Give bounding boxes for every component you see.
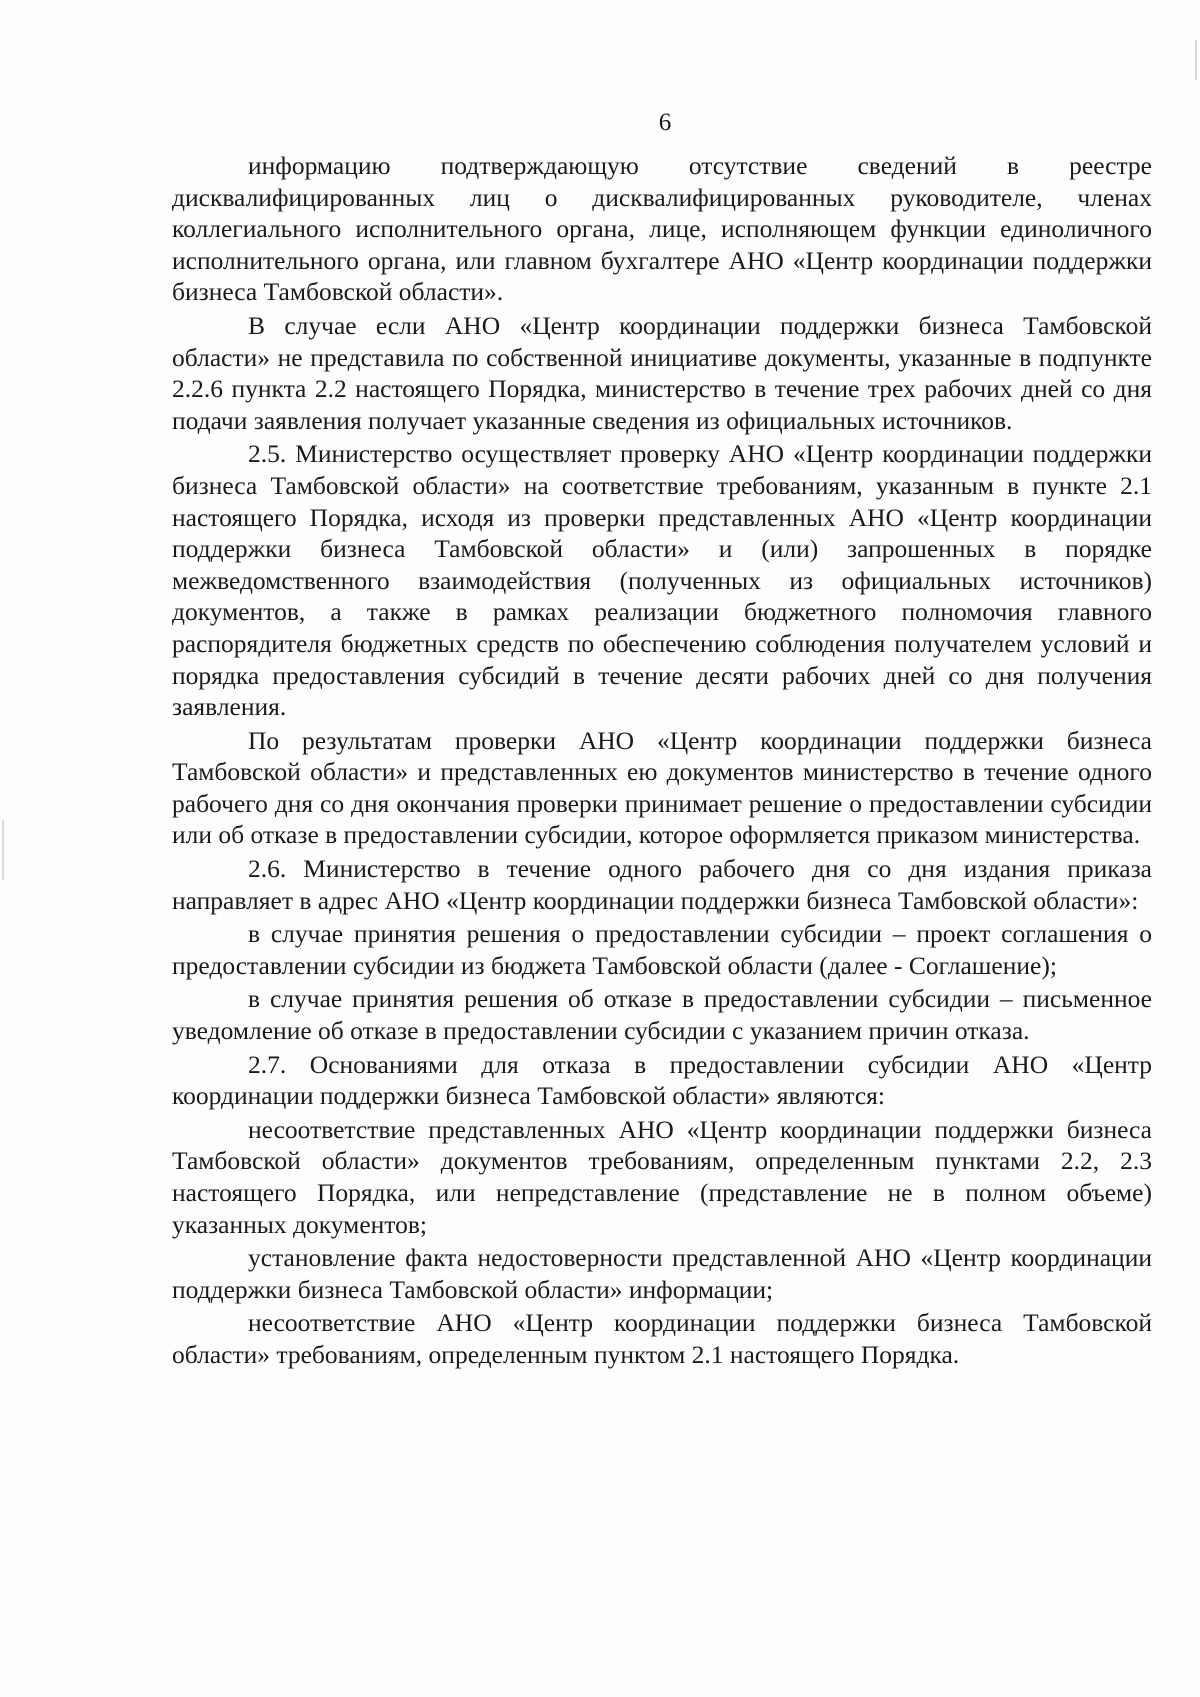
paragraph: 2.6. Министерство в течение одного рабочего дня со дня издания приказа направляет в адрес АНО «Центр координации поддержки бизнеса Тамбовской области»: (172, 854, 1152, 915)
document-body (172, 150, 1152, 1371)
paragraph: установление факта недостоверности представленной АНО «Центр координации поддержки бизнеса Тамбовской области» информации; (172, 1243, 1152, 1304)
paragraph: В случае если АНО «Центр координации поддержки бизнеса Тамбовской области» не представила по собственной инициативе документы, указанные в подпункте 2.2.6 пункта 2.2 настоящего Порядка, министерство в течение трех рабочих дней со дня подачи заявления получает указанные сведения из официальных источников. (172, 310, 1152, 435)
paragraph: 2.7. Основаниями для отказа в предоставлении субсидии АНО «Центр координации поддержки бизнеса Тамбовской области» являются: (172, 1049, 1152, 1111)
paragraph: несоответствие представленных АНО «Центр координации поддержки бизнеса Тамбовской области» документов требованиям, определенным пунктами 2.2, 2.3 настоящего Порядка, или непредставление (представление не в полном объеме) указанных документов; (172, 1114, 1152, 1239)
paragraph: информацию подтверждающую отсутствие сведений в реестре дисквалифицированных лиц о дисквалифицированных руководителе, членах коллегиального исполнительного органа, лице, исполняющем функции единоличного исполнительного органа, или главном бухгалтере АНО «Центр координации поддержки бизнеса Тамбовской области». (172, 151, 1152, 307)
paragraph: 2.5. Министерство осуществляет проверку АНО «Центр координации поддержки бизнеса Тамбовской области» на соответствие требованиям, указанным в пункте 2.1 настоящего Порядка, исходя из проверки представленных АНО «Центр координации поддержки бизнеса Тамбовской области» и (или) запрошенных в порядке межведомственного взаимодействия (полученных из официальных источников) документов, а также в рамках реализации бюджетного полномочия главного распорядителя бюджетных средств по обеспечению соблюдения получателем условий и порядка предоставления субсидий в течение десяти рабочих дней со дня получения заявления. (172, 439, 1152, 722)
page-number: 6 (658, 109, 672, 136)
scan-edge-mark (1195, 40, 1197, 80)
scan-edge-mark (2, 820, 4, 880)
paragraph: в случае принятия решения об отказе в предоставлении субсидии – письменное уведомление об отказе в предоставлении субсидии с указанием причин отказа. (172, 984, 1152, 1046)
paragraph: По результатам проверки АНО «Центр координации поддержки бизнеса Тамбовской области» и представленных ею документов министерство в течение одного рабочего дня со дня окончания проверки принимает решение о предоставлении субсидии или об отказе в предоставлении субсидии, которое оформляется приказом министерства. (172, 725, 1152, 850)
paragraph: в случае принятия решения о предоставлении субсидии – проект соглашения о предоставлении субсидии из бюджета Тамбовской области (далее - Соглашение); (172, 919, 1152, 980)
paragraph: несоответствие АНО «Центр координации поддержки бизнеса Тамбовской области» требованиям, определенным пунктом 2.1 настоящего Порядка. (172, 1308, 1152, 1369)
